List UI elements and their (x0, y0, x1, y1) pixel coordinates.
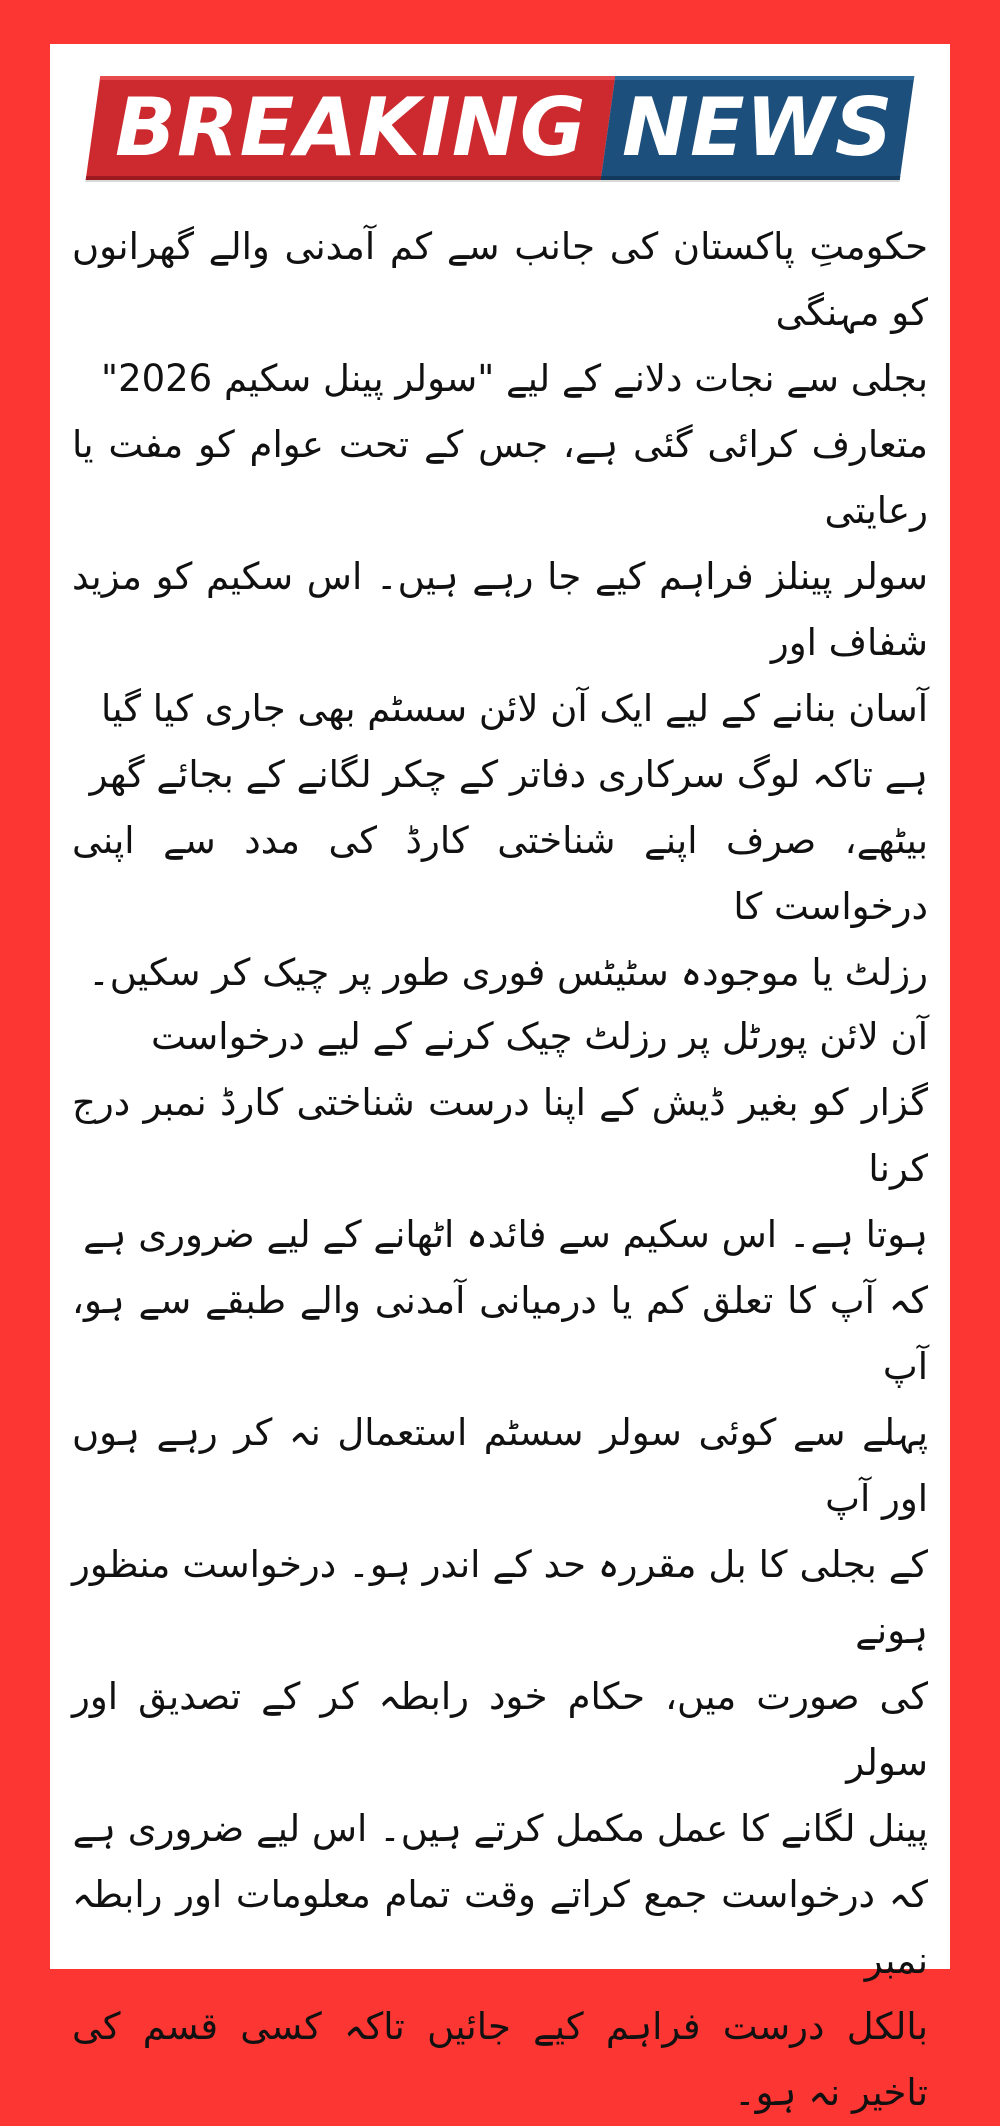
article-paragraph-2: آن لائن پورٹل پر رزلٹ چیک کرنے کے لیے درخواست گزار کو بغیر ڈیش کے اپنا درست شناختی کارڈ نمبر درج کرنا ہوتا ہے۔ اس سکیم سے فائدہ اٹھانے کے لیے ضروری ہے کہ آپ کا تعلق کم یا درمیانی آمدنی والے طبقے سے ہو، آپ پہلے سے کوئی سولر سسٹم استعمال نہ کر رہے ہوں اور آپ کے بجلی کا بل مقررہ حد کے اندر ہو۔ درخواست منظور ہونے کی صورت میں، حکام خود رابطہ کر کے تصدیق اور سولر پینل لگانے کا عمل مکمل کرتے ہیں۔ اس لیے ضروری ہے کہ درخواست جمع کراتے وقت تمام معلومات اور رابطہ نمبر بالکل درست فراہم کیے جائیں تاکہ کسی قسم کی تاخیر نہ ہو۔ (72, 1015, 928, 2114)
article-paragraph-1: حکومتِ پاکستان کی جانب سے کم آمدنی والے گھرانوں کو مہنگی بجلی سے نجات دلانے کے لیے "سولر پینل سکیم 2026" متعارف کرائی گئی ہے، جس کے تحت عوام کو مفت یا رعایتی سولر پینلز فراہم کیے جا رہے ہیں۔ اس سکیم کو مزید شفاف اور آسان بنانے کے لیے ایک آن لائن سسٹم بھی جاری کیا گیا ہے تاکہ لوگ سرکاری دفاتر کے چکر لگانے کے بجائے گھر بیٹھے، صرف اپنے شناختی کارڈ کی مدد سے اپنی درخواست کا رزلٹ یا موجودہ سٹیٹس فوری طور پر چیک کر سکیں۔ (72, 225, 928, 994)
breaking-news-banner (86, 76, 915, 180)
article-card (50, 44, 950, 2114)
banner-breaking-text: BREAKING (114, 81, 587, 174)
banner-news-text: NEWS (621, 81, 894, 174)
banner-news-segment (601, 76, 915, 180)
banner-breaking-segment (86, 76, 616, 180)
